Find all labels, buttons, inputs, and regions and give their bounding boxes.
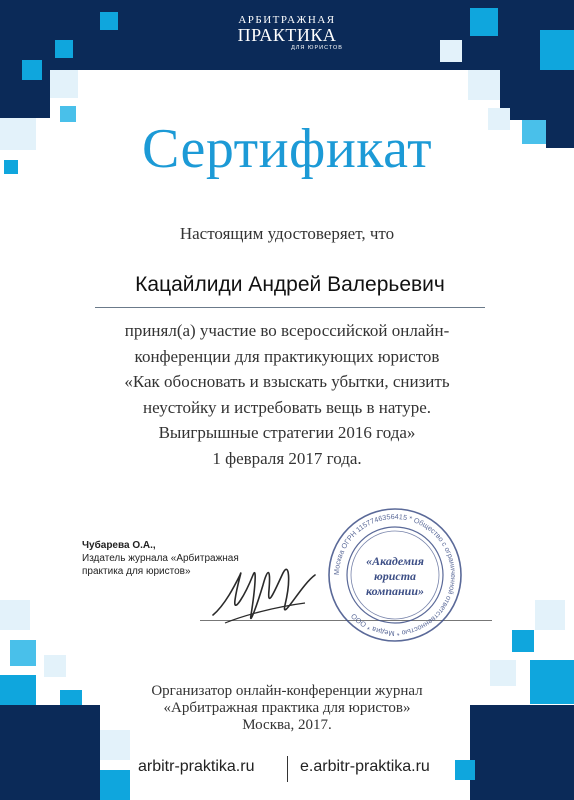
body-line: 1 февраля 2017 года. bbox=[212, 448, 362, 468]
body-line: конференции для практикующих юристов bbox=[134, 346, 440, 366]
certificate-title: Сертификат bbox=[141, 118, 433, 180]
deco-square bbox=[468, 70, 500, 100]
logo-top-text: АРБИТРАЖНАЯ bbox=[238, 14, 336, 26]
company-stamp bbox=[325, 505, 465, 645]
organizer-block bbox=[0, 683, 574, 734]
footer bbox=[0, 756, 574, 784]
logo-small-text: ДЛЯ ЮРИСТОВ bbox=[291, 45, 343, 51]
certificate-body bbox=[60, 318, 514, 471]
deco-square bbox=[22, 60, 42, 80]
organizer-line: Организатор онлайн-конференции журнал bbox=[151, 683, 423, 699]
deco-square bbox=[512, 630, 534, 652]
organizer-line: Москва, 2017. bbox=[242, 717, 332, 733]
deco-square bbox=[540, 30, 574, 70]
deco-square bbox=[50, 70, 78, 98]
deco-square bbox=[55, 40, 73, 58]
name-underline bbox=[95, 307, 485, 308]
website-link[interactable]: e.arbitr-praktika.ru bbox=[300, 758, 430, 775]
handwritten-signature bbox=[205, 545, 325, 635]
body-line: Выигрышные стратегии 2016 года» bbox=[158, 423, 416, 442]
signatory-name: Чубарева О.А., bbox=[82, 540, 156, 551]
stamp-ring-text: Москва ОГРН 1157746356415 * Общество с ограниченной ответственностью * Медиа * ООО bbox=[331, 511, 459, 639]
signatory-role: Издатель журнала «Арбитражная bbox=[82, 553, 239, 564]
stamp-center-line: юриста bbox=[373, 569, 417, 583]
organizer-line: «Арбитражная практика для юристов» bbox=[163, 700, 411, 716]
body-line: принял(а) участие во всероссийской онлайн- bbox=[124, 321, 450, 340]
deco-square bbox=[0, 600, 30, 630]
website-link[interactable]: arbitr-praktika.ru bbox=[138, 758, 255, 775]
stamp-center-line: «Академия bbox=[366, 554, 424, 568]
logo-main-text: ПРАКТИКА bbox=[237, 25, 337, 45]
deco-square bbox=[10, 640, 36, 666]
body-line: неустойку и истребовать вещь в натуре. bbox=[142, 397, 432, 417]
deco-square bbox=[440, 40, 462, 62]
logo bbox=[210, 14, 364, 52]
deco-square bbox=[535, 600, 565, 630]
deco-square bbox=[500, 70, 574, 120]
deco-square bbox=[44, 655, 66, 677]
deco-square bbox=[470, 8, 498, 36]
certifies-text: Настоящим удостоверяет, что bbox=[179, 224, 395, 243]
stamp-center-line: компании» bbox=[365, 584, 425, 598]
deco-square bbox=[100, 12, 118, 30]
recipient-name: Кацайлиди Андрей Валерьевич bbox=[135, 273, 445, 296]
body-line: «Как обосновать и взыскать убытки, снизить bbox=[124, 372, 450, 391]
signatory-role: практика для юристов» bbox=[82, 566, 191, 577]
footer-divider bbox=[287, 756, 288, 782]
